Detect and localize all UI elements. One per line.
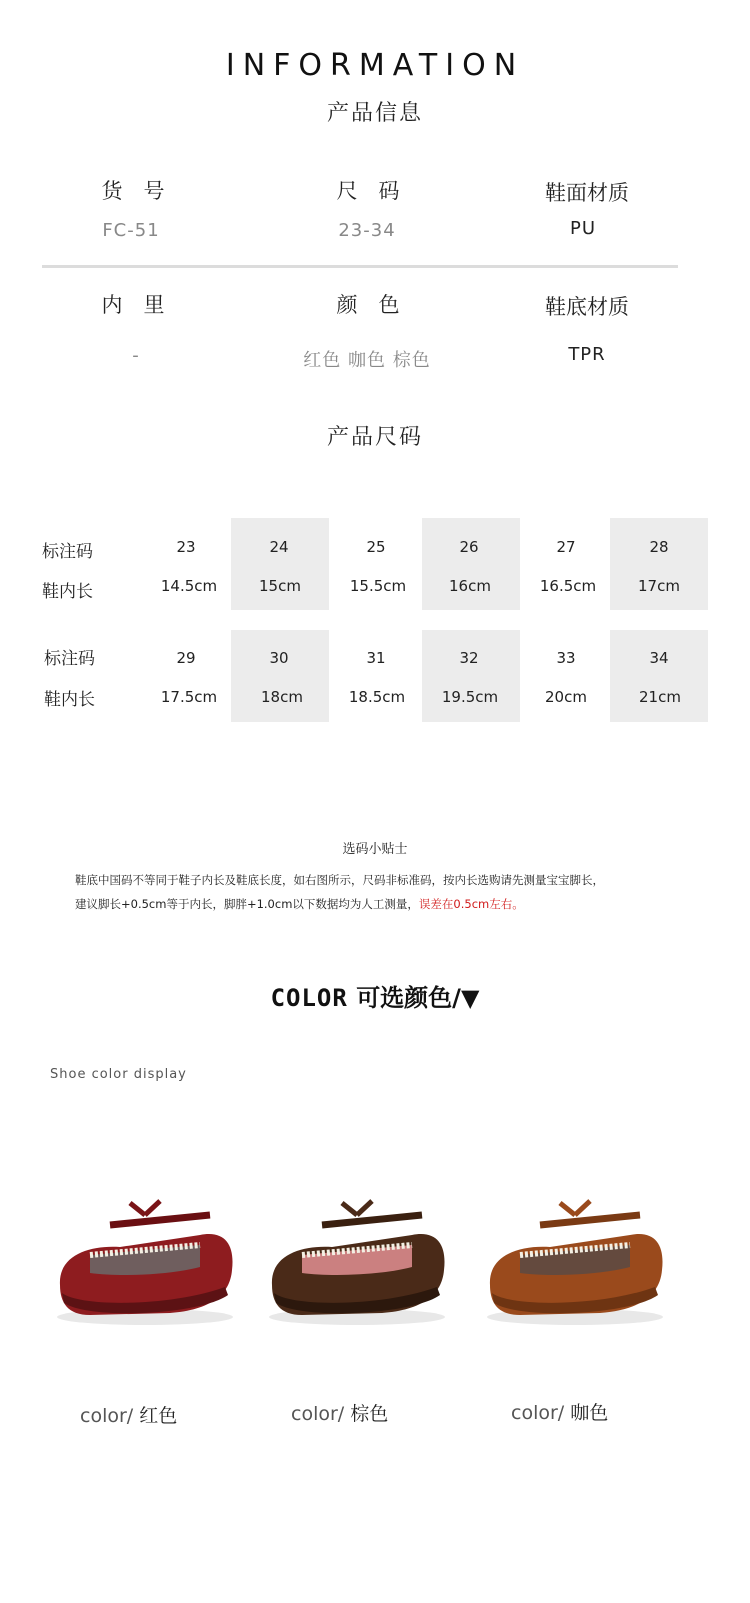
shoe-red-image (50, 1195, 240, 1335)
length-value: 16cm (449, 577, 491, 595)
shoe-display-label: Shoe color display (50, 1067, 187, 1082)
info-value-item-no: FC-51 (102, 220, 160, 241)
size-value: 31 (366, 649, 386, 667)
tips-highlight: 误差在0.5cm左右 (418, 897, 513, 911)
size-cell-bg (422, 630, 520, 722)
size-cell-bg (231, 630, 329, 722)
row-label-inner-length: 鞋内长 (42, 582, 93, 602)
color-prefix: color/ (80, 1405, 134, 1427)
color-prefix: color/ (511, 1402, 565, 1424)
length-value: 17.5cm (160, 688, 218, 706)
color-heading-cn: 可选颜色/ (356, 984, 461, 1012)
size-value: 29 (176, 649, 196, 667)
info-label-sole-material: 鞋底材质 (545, 295, 629, 319)
length-value: 19.5cm (441, 688, 499, 706)
color-name: 咖色 (570, 1402, 609, 1424)
size-value: 33 (556, 649, 576, 667)
size-value: 27 (556, 538, 576, 556)
info-divider (42, 265, 678, 268)
length-value: 15cm (259, 577, 301, 595)
shoe-brown-image (262, 1195, 452, 1335)
size-cell-bg (610, 630, 708, 722)
size-value: 30 (269, 649, 289, 667)
color-name: 棕色 (350, 1403, 389, 1425)
size-cell-bg (422, 518, 520, 610)
size-value: 26 (459, 538, 479, 556)
size-cell-bg (610, 518, 708, 610)
info-label-lining: 内 里 (101, 293, 165, 317)
length-value: 18.5cm (348, 688, 406, 706)
size-value: 34 (649, 649, 669, 667)
color-label-red (80, 1401, 177, 1428)
tips-line-2-end: 。 (512, 897, 524, 911)
color-heading (0, 978, 750, 1013)
size-value: 23 (176, 538, 196, 556)
row-label-marked-size: 标注码 (42, 542, 93, 562)
length-value: 17cm (638, 577, 680, 595)
length-value: 20cm (545, 688, 587, 706)
size-value: 28 (649, 538, 669, 556)
row-label-marked-size: 标注码 (44, 649, 95, 669)
length-value: 21cm (639, 688, 681, 706)
size-chart-title: 产品尺码 (326, 425, 423, 450)
color-label-brown (291, 1399, 388, 1426)
size-value: 24 (269, 538, 289, 556)
row-label-inner-length: 鞋内长 (44, 690, 95, 710)
title-chinese: 产品信息 (326, 101, 423, 126)
down-arrow-icon: ▼ (460, 984, 480, 1012)
title-english: INFORMATION (225, 48, 525, 83)
info-label-color: 颜 色 (336, 293, 400, 317)
tips-line-2-text: 建议脚长+0.5cm等于内长，脚胖+1.0cm以下数据均为人工测量， (75, 897, 419, 911)
length-value: 16.5cm (539, 577, 597, 595)
info-value-color: 红色 咖色 棕色 (303, 350, 431, 371)
color-name: 红色 (139, 1405, 178, 1427)
tips-title: 选码小贴士 (342, 842, 408, 857)
info-value-sole-material: TPR (568, 344, 606, 365)
size-value: 32 (459, 649, 479, 667)
info-label-item-no: 货 号 (101, 179, 165, 203)
tips-line-1: 鞋底中国码不等同于鞋子内长及鞋底长度，如右图所示，尺码非标准码，按内长选购请先测量宝宝脚长， (75, 873, 604, 887)
size-cell-bg (231, 518, 329, 610)
info-label-size: 尺 码 (336, 179, 400, 203)
tips-line-2 (75, 896, 524, 912)
length-value: 15.5cm (349, 577, 407, 595)
length-value: 14.5cm (160, 577, 218, 595)
size-value: 25 (366, 538, 386, 556)
info-value-upper-material: PU (569, 218, 597, 239)
color-heading-latin: COLOR (270, 984, 348, 1012)
info-label-upper-material: 鞋面材质 (545, 181, 629, 205)
shoe-coffee-image (480, 1195, 670, 1335)
info-value-lining: - (132, 345, 140, 366)
info-value-size: 23-34 (338, 220, 396, 241)
color-label-coffee (511, 1398, 608, 1425)
color-prefix: color/ (291, 1403, 345, 1425)
length-value: 18cm (261, 688, 303, 706)
